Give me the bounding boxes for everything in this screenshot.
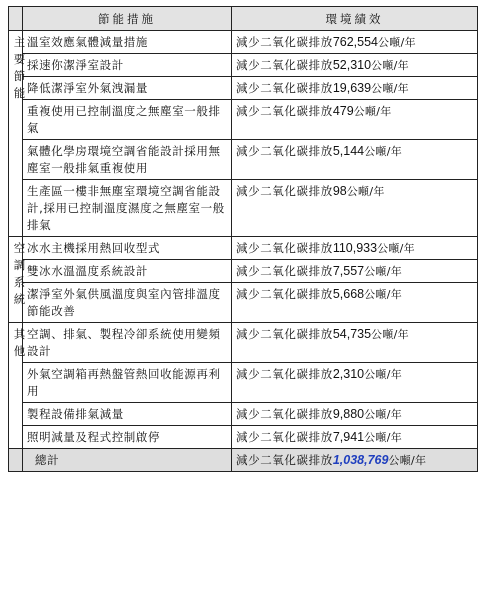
performance-prefix: 減少二氧化碳排放 xyxy=(236,287,333,301)
table-row xyxy=(9,140,478,180)
performance-unit: 公噸/年 xyxy=(364,431,402,444)
category-ac xyxy=(9,237,26,323)
performance-prefix: 減少二氧化碳排放 xyxy=(236,407,333,421)
performance-prefix: 減少二氧化碳排放 xyxy=(236,241,333,255)
measure-cell: 溫室效應氣體減量措施 xyxy=(23,31,232,54)
performance-value: 98 xyxy=(332,184,347,198)
performance-value: 7,941 xyxy=(332,430,365,444)
performance-cell xyxy=(232,403,478,426)
total-unit: 公噸/年 xyxy=(388,454,427,467)
measure-cell: 採速你潔淨室設計 xyxy=(23,54,232,77)
total-label xyxy=(23,449,232,472)
performance-unit: 公噸/年 xyxy=(353,105,392,118)
category-main xyxy=(9,31,26,237)
table-row xyxy=(9,426,478,449)
performance-value: 2,310 xyxy=(332,367,365,381)
table-row xyxy=(9,31,478,54)
measure-cell: 雙冰水溫溫度系統設計 xyxy=(23,260,232,283)
total-row xyxy=(9,449,478,472)
total-prefix: 減少二氧化碳排放 xyxy=(236,453,333,467)
performance-value: 9,880 xyxy=(332,407,365,421)
performance-prefix: 減少二氧化碳排放 xyxy=(236,81,333,95)
table-row xyxy=(9,323,478,363)
category-ac-label: 空調系統 xyxy=(13,241,26,306)
performance-cell xyxy=(232,54,478,77)
total-category-cell xyxy=(9,449,23,472)
table-row xyxy=(9,180,478,237)
measure-cell: 空調、排氣、製程冷卻系統使用變頻設計 xyxy=(23,323,232,363)
table-row xyxy=(9,403,478,426)
category-other xyxy=(9,323,26,449)
table-row xyxy=(9,283,478,323)
performance-prefix: 減少二氧化碳排放 xyxy=(236,144,333,158)
performance-cell xyxy=(232,77,478,100)
total-value: 1,038,769 xyxy=(332,453,389,467)
performance-unit: 公噸/年 xyxy=(377,242,415,255)
performance-prefix: 減少二氧化碳排放 xyxy=(236,58,333,72)
table-row xyxy=(9,100,478,140)
performance-cell xyxy=(232,31,478,54)
measure-cell: 氣體化學房環境空調省能設計採用無塵室一般排氣重複使用 xyxy=(23,140,232,180)
performance-unit: 公噸/年 xyxy=(371,59,409,72)
measure-cell: 潔淨室外氣供風溫度與室內管排溫度節能改善 xyxy=(23,283,232,323)
performance-cell xyxy=(232,180,478,237)
total-performance-cell xyxy=(232,449,478,472)
measure-cell: 製程設備排氣減量 xyxy=(23,403,232,426)
performance-cell xyxy=(232,100,478,140)
table-header-row xyxy=(9,7,478,31)
measure-cell: 冰水主機採用熱回收型式 xyxy=(23,237,232,260)
performance-value: 19,639 xyxy=(332,81,372,95)
performance-value: 54,735 xyxy=(332,327,372,341)
measure-cell: 降低潔淨室外氣洩漏量 xyxy=(23,77,232,100)
table-row xyxy=(9,237,478,260)
table-row xyxy=(9,77,478,100)
performance-unit: 公噸/年 xyxy=(371,328,409,341)
performance-cell xyxy=(232,140,478,180)
performance-unit: 公噸/年 xyxy=(364,145,402,158)
performance-unit: 公噸/年 xyxy=(378,36,416,49)
header-category-cell xyxy=(9,7,23,31)
table-row xyxy=(9,260,478,283)
performance-unit: 公噸/年 xyxy=(364,408,402,421)
category-main-label: 主要節能 xyxy=(13,35,26,100)
performance-value: 762,554 xyxy=(332,35,378,49)
performance-value: 5,144 xyxy=(332,144,365,158)
table-row xyxy=(9,363,478,403)
table-row xyxy=(9,54,478,77)
category-other-label: 其他 xyxy=(13,327,26,358)
measure-cell: 照明減量及程式控制啟停 xyxy=(23,426,232,449)
performance-cell xyxy=(232,283,478,323)
performance-value: 5,668 xyxy=(332,287,365,301)
header-performance: 環境績效 xyxy=(232,7,478,31)
performance-cell xyxy=(232,237,478,260)
performance-prefix: 減少二氧化碳排放 xyxy=(236,104,333,118)
performance-prefix: 減少二氧化碳排放 xyxy=(236,264,333,278)
performance-prefix: 減少二氧化碳排放 xyxy=(236,35,333,49)
performance-unit: 公噸/年 xyxy=(371,82,409,95)
header-measure: 節能措施 xyxy=(23,7,232,31)
energy-saving-table xyxy=(8,6,478,472)
performance-unit: 公噸/年 xyxy=(364,265,402,278)
performance-cell xyxy=(232,363,478,403)
performance-value: 52,310 xyxy=(332,58,372,72)
performance-unit: 公噸/年 xyxy=(364,368,402,381)
measure-cell: 生產區一樓非無塵室環境空調省能設計,採用已控制溫度濕度之無塵室一般排氣 xyxy=(23,180,232,237)
performance-prefix: 減少二氧化碳排放 xyxy=(236,327,333,341)
performance-value: 110,933 xyxy=(332,241,378,255)
performance-value: 7,557 xyxy=(332,264,365,278)
measure-cell: 外氣空調箱再熱盤管熱回收能源再利用 xyxy=(23,363,232,403)
performance-cell xyxy=(232,323,478,363)
performance-unit: 公噸/年 xyxy=(364,288,402,301)
performance-unit: 公噸/年 xyxy=(346,185,385,198)
performance-prefix: 減少二氧化碳排放 xyxy=(236,430,333,444)
performance-prefix: 減少二氧化碳排放 xyxy=(236,367,333,381)
performance-cell xyxy=(232,260,478,283)
performance-prefix: 減少二氧化碳排放 xyxy=(236,184,333,198)
performance-cell xyxy=(232,426,478,449)
total-label-text: 總計 xyxy=(35,453,60,467)
performance-value: 479 xyxy=(332,104,354,118)
measure-cell: 重複使用已控制溫度之無塵室一般排氣 xyxy=(23,100,232,140)
